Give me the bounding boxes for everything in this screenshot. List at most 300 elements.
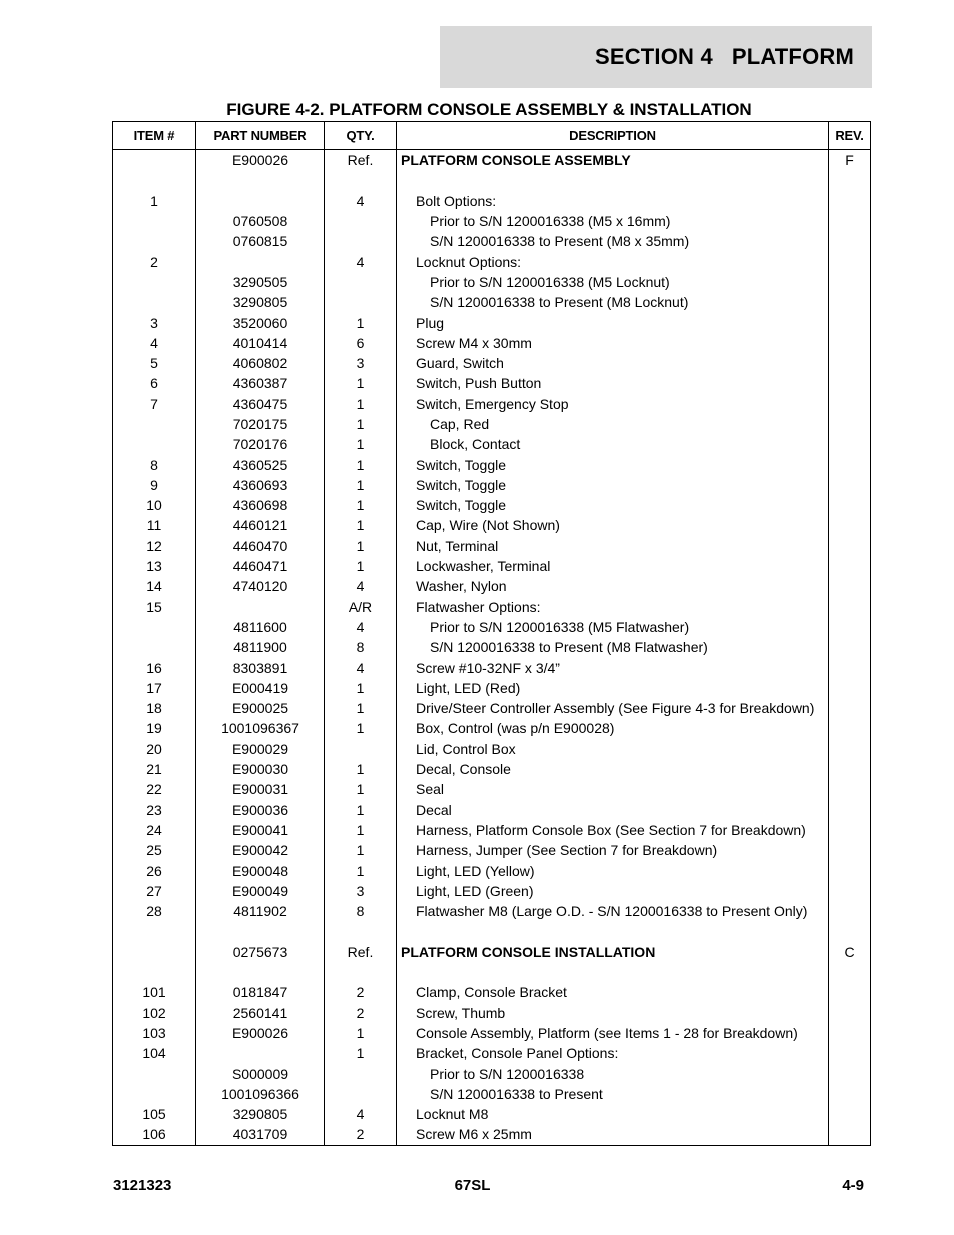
description-cell: Harness, Jumper (See Section 7 for Breakdown) [397, 840, 829, 860]
description-cell: Light, LED (Green) [397, 881, 829, 901]
revision-cell [829, 820, 871, 840]
item-number-cell: 2 [113, 251, 196, 271]
item-number-cell: 6 [113, 373, 196, 393]
item-number-cell [113, 150, 196, 171]
quantity-cell: 4 [325, 191, 397, 211]
quantity-cell: 1 [325, 495, 397, 515]
table-row [113, 637, 871, 657]
quantity-cell [325, 1063, 397, 1083]
item-number-cell: 14 [113, 576, 196, 596]
column-header-qty: QTY. [325, 122, 397, 150]
revision-cell [829, 617, 871, 637]
part-number-cell: 3290805 [196, 292, 325, 312]
table-row [113, 1043, 871, 1063]
quantity-cell: 2 [325, 982, 397, 1002]
part-number-cell: 0760508 [196, 211, 325, 231]
part-number-cell: 1001096366 [196, 1084, 325, 1104]
table-row [113, 454, 871, 474]
quantity-cell: Ref. [325, 942, 397, 962]
quantity-cell: 2 [325, 1002, 397, 1022]
quantity-cell: 1 [325, 414, 397, 434]
part-number-cell: E900049 [196, 881, 325, 901]
description-cell: Switch, Push Button [397, 373, 829, 393]
description-cell: Decal [397, 800, 829, 820]
item-number-cell [113, 211, 196, 231]
description-cell: S/N 1200016338 to Present (M8 Flatwasher) [397, 637, 829, 657]
part-number-cell: 3290805 [196, 1104, 325, 1124]
quantity-cell [325, 921, 397, 941]
quantity-cell [325, 962, 397, 982]
quantity-cell: 1 [325, 312, 397, 332]
item-number-cell: 15 [113, 597, 196, 617]
table-row [113, 251, 871, 271]
quantity-cell [325, 1084, 397, 1104]
item-number-cell: 102 [113, 1002, 196, 1022]
table-row [113, 191, 871, 211]
revision-cell [829, 1124, 871, 1145]
table-row [113, 211, 871, 231]
table-row [113, 901, 871, 921]
part-number-cell: 4360693 [196, 475, 325, 495]
quantity-cell: 1 [325, 394, 397, 414]
revision-cell [829, 231, 871, 251]
revision-cell [829, 373, 871, 393]
part-number-cell: E900025 [196, 698, 325, 718]
item-number-cell: 27 [113, 881, 196, 901]
table-row [113, 698, 871, 718]
part-number-cell: E900026 [196, 1023, 325, 1043]
part-number-cell: 4360525 [196, 454, 325, 474]
table-row [113, 860, 871, 880]
revision-cell [829, 840, 871, 860]
table-row [113, 353, 871, 373]
part-number-cell: 4010414 [196, 333, 325, 353]
part-number-cell: E900048 [196, 860, 325, 880]
part-number-cell: 0275673 [196, 942, 325, 962]
item-number-cell: 28 [113, 901, 196, 921]
quantity-cell: 3 [325, 881, 397, 901]
revision-cell [829, 1063, 871, 1083]
table-row [113, 1124, 871, 1145]
revision-cell [829, 170, 871, 190]
table-row [113, 820, 871, 840]
table-row [113, 597, 871, 617]
revision-cell [829, 434, 871, 454]
description-cell: Block, Contact [397, 434, 829, 454]
description-cell: Decal, Console [397, 759, 829, 779]
quantity-cell: Ref. [325, 150, 397, 171]
part-number-cell: 1001096367 [196, 718, 325, 738]
description-cell: Screw, Thumb [397, 1002, 829, 1022]
part-number-cell [196, 251, 325, 271]
table-row [113, 881, 871, 901]
item-number-cell [113, 617, 196, 637]
description-cell: Seal [397, 779, 829, 799]
revision-cell [829, 962, 871, 982]
description-cell: PLATFORM CONSOLE INSTALLATION [397, 942, 829, 962]
quantity-cell: 1 [325, 820, 397, 840]
table-row [113, 312, 871, 332]
quantity-cell: 1 [325, 840, 397, 860]
item-number-cell [113, 170, 196, 190]
item-number-cell: 22 [113, 779, 196, 799]
revision-cell [829, 333, 871, 353]
quantity-cell: 4 [325, 617, 397, 637]
item-number-cell: 23 [113, 800, 196, 820]
description-cell: Console Assembly, Platform (see Items 1 - 28 for Breakdown) [397, 1023, 829, 1043]
item-number-cell [113, 292, 196, 312]
part-number-cell [196, 170, 325, 190]
table-row [113, 840, 871, 860]
description-cell: S/N 1200016338 to Present (M8 Locknut) [397, 292, 829, 312]
description-cell: Lockwasher, Terminal [397, 556, 829, 576]
revision-cell: F [829, 150, 871, 171]
revision-cell [829, 881, 871, 901]
section-title: SECTION 4 PLATFORM [594, 44, 854, 69]
table-row [113, 414, 871, 434]
quantity-cell: 1 [325, 373, 397, 393]
part-number-cell: E000419 [196, 678, 325, 698]
description-cell: Locknut Options: [397, 251, 829, 271]
quantity-cell: 1 [325, 800, 397, 820]
footer-doc-number: 3121323 [113, 1177, 172, 1194]
figure-title: FIGURE 4-2. PLATFORM CONSOLE ASSEMBLY & INSTALLATION [226, 100, 752, 119]
section-header [440, 26, 872, 88]
table-row [113, 617, 871, 637]
description-cell: Bolt Options: [397, 191, 829, 211]
description-cell: Harness, Platform Console Box (See Section 7 for Breakdown) [397, 820, 829, 840]
item-number-cell: 11 [113, 515, 196, 535]
quantity-cell: 2 [325, 1124, 397, 1145]
description-cell: Prior to S/N 1200016338 (M5 Locknut) [397, 272, 829, 292]
quantity-cell: 4 [325, 251, 397, 271]
header-row [113, 122, 871, 150]
revision-cell [829, 759, 871, 779]
description-cell [397, 962, 829, 982]
description-cell [397, 921, 829, 941]
part-number-cell: 4031709 [196, 1124, 325, 1145]
table-row [113, 231, 871, 251]
column-header-rev: REV. [829, 122, 871, 150]
revision-cell [829, 576, 871, 596]
part-number-cell: 4811600 [196, 617, 325, 637]
parts-table [112, 121, 871, 1146]
table-row [113, 292, 871, 312]
table-row [113, 556, 871, 576]
description-cell: Cap, Red [397, 414, 829, 434]
part-number-cell: 0760815 [196, 231, 325, 251]
quantity-cell: 1 [325, 1043, 397, 1063]
part-number-cell: 4811902 [196, 901, 325, 921]
table-row [113, 1104, 871, 1124]
part-number-cell: 4360475 [196, 394, 325, 414]
description-cell: Switch, Emergency Stop [397, 394, 829, 414]
part-number-cell: 3290505 [196, 272, 325, 292]
description-cell: Screw M4 x 30mm [397, 333, 829, 353]
quantity-cell [325, 739, 397, 759]
revision-cell [829, 211, 871, 231]
part-number-cell: 3520060 [196, 312, 325, 332]
table-row [113, 495, 871, 515]
part-number-cell: S000009 [196, 1063, 325, 1083]
table-row [113, 759, 871, 779]
description-cell: Locknut M8 [397, 1104, 829, 1124]
item-number-cell: 26 [113, 860, 196, 880]
description-cell: Nut, Terminal [397, 536, 829, 556]
description-cell: Light, LED (Yellow) [397, 860, 829, 880]
part-number-cell: E900036 [196, 800, 325, 820]
revision-cell [829, 860, 871, 880]
table-row [113, 657, 871, 677]
column-header-item: ITEM # [113, 122, 196, 150]
table-row [113, 394, 871, 414]
part-number-cell: E900026 [196, 150, 325, 171]
quantity-cell: 1 [325, 718, 397, 738]
part-number-cell: E900029 [196, 739, 325, 759]
description-cell: Prior to S/N 1200016338 [397, 1063, 829, 1083]
parts-table-body [113, 150, 871, 1146]
parts-table-header [113, 122, 871, 150]
table-row [113, 373, 871, 393]
revision-cell [829, 515, 871, 535]
quantity-cell: 8 [325, 901, 397, 921]
description-cell: Box, Control (was p/n E900028) [397, 718, 829, 738]
part-number-cell: 4360387 [196, 373, 325, 393]
revision-cell [829, 637, 871, 657]
part-number-cell [196, 597, 325, 617]
revision-cell [829, 657, 871, 677]
table-row [113, 982, 871, 1002]
description-cell: Prior to S/N 1200016338 (M5 x 16mm) [397, 211, 829, 231]
table-row [113, 962, 871, 982]
revision-cell [829, 272, 871, 292]
item-number-cell: 7 [113, 394, 196, 414]
item-number-cell [113, 942, 196, 962]
quantity-cell: 1 [325, 779, 397, 799]
description-cell: Switch, Toggle [397, 475, 829, 495]
quantity-cell: 1 [325, 475, 397, 495]
description-cell: Cap, Wire (Not Shown) [397, 515, 829, 535]
part-number-cell: E900041 [196, 820, 325, 840]
table-row [113, 1084, 871, 1104]
description-cell: Clamp, Console Bracket [397, 982, 829, 1002]
item-number-cell [113, 272, 196, 292]
item-number-cell: 20 [113, 739, 196, 759]
item-number-cell: 13 [113, 556, 196, 576]
description-cell: Prior to S/N 1200016338 (M5 Flatwasher) [397, 617, 829, 637]
revision-cell [829, 251, 871, 271]
revision-cell [829, 454, 871, 474]
column-header-description: DESCRIPTION [397, 122, 829, 150]
part-number-cell: 4460471 [196, 556, 325, 576]
description-cell: Washer, Nylon [397, 576, 829, 596]
revision-cell [829, 292, 871, 312]
item-number-cell [113, 414, 196, 434]
description-cell: Flatwasher Options: [397, 597, 829, 617]
revision-cell [829, 1002, 871, 1022]
quantity-cell: 4 [325, 1104, 397, 1124]
part-number-cell: E900042 [196, 840, 325, 860]
quantity-cell: 4 [325, 657, 397, 677]
revision-cell [829, 597, 871, 617]
revision-cell [829, 394, 871, 414]
quantity-cell: 1 [325, 536, 397, 556]
table-row [113, 150, 871, 171]
quantity-cell: 1 [325, 515, 397, 535]
description-cell [397, 170, 829, 190]
table-row [113, 434, 871, 454]
quantity-cell [325, 272, 397, 292]
description-cell: Switch, Toggle [397, 495, 829, 515]
part-number-cell: 0181847 [196, 982, 325, 1002]
description-cell: S/N 1200016338 to Present [397, 1084, 829, 1104]
item-number-cell: 106 [113, 1124, 196, 1145]
revision-cell [829, 353, 871, 373]
part-number-cell [196, 191, 325, 211]
item-number-cell [113, 231, 196, 251]
item-number-cell [113, 434, 196, 454]
item-number-cell: 16 [113, 657, 196, 677]
revision-cell [829, 556, 871, 576]
item-number-cell: 3 [113, 312, 196, 332]
item-number-cell: 9 [113, 475, 196, 495]
item-number-cell: 5 [113, 353, 196, 373]
item-number-cell [113, 921, 196, 941]
part-number-cell: 4740120 [196, 576, 325, 596]
quantity-cell: 8 [325, 637, 397, 657]
quantity-cell: 1 [325, 434, 397, 454]
description-cell: Plug [397, 312, 829, 332]
part-number-cell: 4811900 [196, 637, 325, 657]
revision-cell [829, 678, 871, 698]
item-number-cell: 104 [113, 1043, 196, 1063]
revision-cell [829, 698, 871, 718]
table-row [113, 921, 871, 941]
revision-cell: C [829, 942, 871, 962]
table-row [113, 170, 871, 190]
revision-cell [829, 901, 871, 921]
item-number-cell [113, 1084, 196, 1104]
footer-model: 67SL [454, 1177, 491, 1194]
item-number-cell: 17 [113, 678, 196, 698]
table-row [113, 272, 871, 292]
revision-cell [829, 536, 871, 556]
revision-cell [829, 191, 871, 211]
table-row [113, 475, 871, 495]
revision-cell [829, 779, 871, 799]
revision-cell [829, 800, 871, 820]
quantity-cell: 1 [325, 556, 397, 576]
revision-cell [829, 312, 871, 332]
table-row [113, 576, 871, 596]
revision-cell [829, 718, 871, 738]
table-row [113, 678, 871, 698]
table-row [113, 536, 871, 556]
item-number-cell: 103 [113, 1023, 196, 1043]
quantity-cell [325, 231, 397, 251]
description-cell: PLATFORM CONSOLE ASSEMBLY [397, 150, 829, 171]
quantity-cell: 1 [325, 678, 397, 698]
quantity-cell: 1 [325, 698, 397, 718]
quantity-cell: 1 [325, 1023, 397, 1043]
description-cell: Guard, Switch [397, 353, 829, 373]
item-number-cell: 105 [113, 1104, 196, 1124]
revision-cell [829, 1043, 871, 1063]
quantity-cell: 1 [325, 860, 397, 880]
revision-cell [829, 475, 871, 495]
item-number-cell: 101 [113, 982, 196, 1002]
item-number-cell: 21 [113, 759, 196, 779]
description-cell: Bracket, Console Panel Options: [397, 1043, 829, 1063]
part-number-cell [196, 962, 325, 982]
description-cell: Screw #10-32NF x 3/4” [397, 657, 829, 677]
table-row [113, 942, 871, 962]
part-number-cell [196, 921, 325, 941]
table-row [113, 333, 871, 353]
part-number-cell: E900031 [196, 779, 325, 799]
quantity-cell: 1 [325, 454, 397, 474]
table-row [113, 1023, 871, 1043]
part-number-cell: 8303891 [196, 657, 325, 677]
description-cell: Flatwasher M8 (Large O.D. - S/N 1200016338 to Present Only) [397, 901, 829, 921]
part-number-cell: 4060802 [196, 353, 325, 373]
description-cell: S/N 1200016338 to Present (M8 x 35mm) [397, 231, 829, 251]
table-row [113, 1002, 871, 1022]
item-number-cell [113, 962, 196, 982]
item-number-cell: 19 [113, 718, 196, 738]
quantity-cell [325, 211, 397, 231]
quantity-cell: 4 [325, 576, 397, 596]
part-number-cell: 7020175 [196, 414, 325, 434]
item-number-cell: 18 [113, 698, 196, 718]
table-row [113, 515, 871, 535]
quantity-cell [325, 170, 397, 190]
part-number-cell: 2560141 [196, 1002, 325, 1022]
item-number-cell: 8 [113, 454, 196, 474]
quantity-cell: 6 [325, 333, 397, 353]
table-row [113, 718, 871, 738]
item-number-cell: 24 [113, 820, 196, 840]
description-cell: Screw M6 x 25mm [397, 1124, 829, 1145]
item-number-cell: 25 [113, 840, 196, 860]
table-row [113, 779, 871, 799]
quantity-cell: A/R [325, 597, 397, 617]
revision-cell [829, 739, 871, 759]
item-number-cell [113, 637, 196, 657]
part-number-cell: 4360698 [196, 495, 325, 515]
description-cell: Switch, Toggle [397, 454, 829, 474]
description-cell: Drive/Steer Controller Assembly (See Figure 4-3 for Breakdown) [397, 698, 829, 718]
item-number-cell: 4 [113, 333, 196, 353]
revision-cell [829, 414, 871, 434]
item-number-cell: 10 [113, 495, 196, 515]
quantity-cell [325, 292, 397, 312]
quantity-cell: 1 [325, 759, 397, 779]
item-number-cell: 12 [113, 536, 196, 556]
revision-cell [829, 1023, 871, 1043]
part-number-cell: 4460121 [196, 515, 325, 535]
revision-cell [829, 1104, 871, 1124]
description-cell: Lid, Control Box [397, 739, 829, 759]
revision-cell [829, 921, 871, 941]
footer-page-number: 4-9 [842, 1177, 864, 1194]
table-row [113, 739, 871, 759]
table-row [113, 1063, 871, 1083]
part-number-cell: E900030 [196, 759, 325, 779]
item-number-cell: 1 [113, 191, 196, 211]
part-number-cell [196, 1043, 325, 1063]
part-number-cell: 4460470 [196, 536, 325, 556]
